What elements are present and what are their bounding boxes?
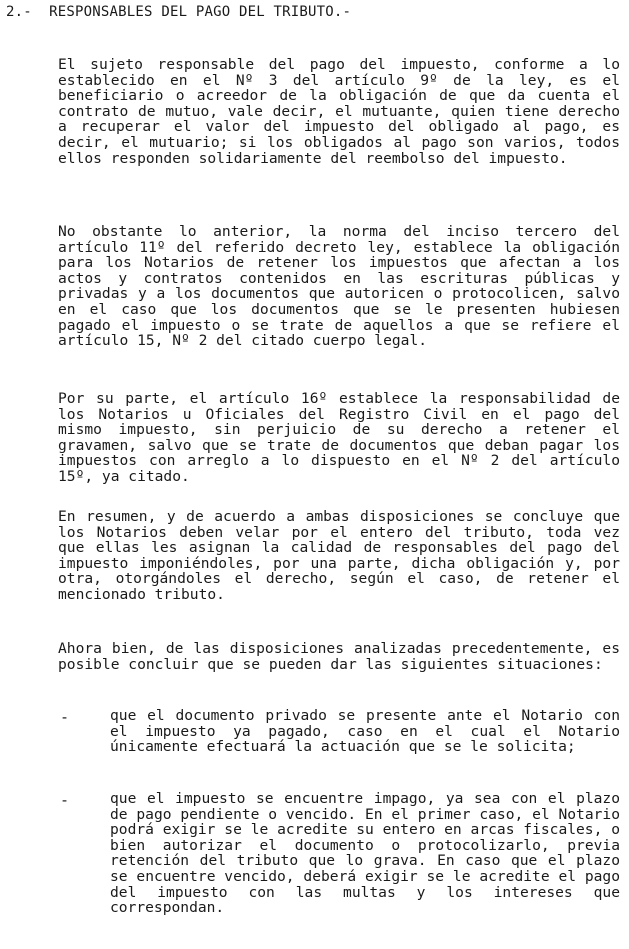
paragraph-summary: En resumen, y de acuerdo a ambas disposiciones se concluye que los Notarios deben velar por el entero del tributo, toda vez que ellas les asignan la calidad de responsables del pago del impuesto imponiéndoles, por una parte, dicha obligación y, por otra, otorgándoles el derecho, según el caso, de retener el mencionado tributo.	[58, 508, 620, 603]
bullet-dash: -	[60, 791, 70, 809]
paragraph-situations-intro: Ahora bien, de las disposiciones analizadas precedentemente, es posible concluir que se pueden dar las siguientes situaciones:	[58, 640, 620, 673]
paragraph-notary-responsibility: Por su parte, el artículo 16º establece la responsabilidad de los Notarios u Oficiales del Registro Civil en el pago del mismo impuesto, sin perjuicio de su derecho a retener el gravamen, salvo que se trate de documentos que deban pagar los impuestos con arreglo a lo dispuesto en el Nº 2 del artículo 15º, ya citado.	[58, 390, 620, 485]
bullet-text: que el documento privado se presente ante el Notario con el impuesto ya pagado, caso en el cual el Notario únicamente efectuará la actuación que se le solicita;	[110, 707, 620, 756]
bullet-dash: -	[60, 708, 70, 726]
bullet-text: que el impuesto se encuentre impago, ya sea con el plazo de pago pendiente o vencido. En el primer caso, el Notario podrá exigir se le acredite su entero en arcas fiscales, o bien autorizar el documento o protocolizarlo, previa retención del tributo que lo grava. En caso que el plazo se encuentre vencido, deberá exigir se le acredite el pago del impuesto con las multas y los intereses que correspondan.	[110, 790, 620, 917]
paragraph-responsible-subject: El sujeto responsable del pago del impuesto, conforme a lo establecido en el Nº 3 del artículo 9º de la ley, es el beneficiario o acreedor de la obligación de que da cuenta el contrato de mutuo, vale decir, el mutuante, quien tiene derecho a recuperar el valor del impuesto del obligado al pago, es decir, el mutuario; si los obligados al pago son varios, todos ellos responden solidariamente del reembolso del impuesto.	[58, 56, 620, 167]
section-heading: 2.- RESPONSABLES DEL PAGO DEL TRIBUTO.-	[6, 4, 352, 20]
paragraph-notary-withholding: No obstante lo anterior, la norma del inciso tercero del artículo 11º del referido decreto ley, establece la obligación para los Notarios de retener los impuestos que afectan a los actos y contratos contenidos en las escrituras públicas y privadas y a los documentos que autoricen o protocolicen, salvo en el caso que los documentos que se le presenten hubiesen pagado el impuesto o se trate de aquellos a que se refiere el artículo 15, Nº 2 del citado cuerpo legal.	[58, 223, 620, 350]
